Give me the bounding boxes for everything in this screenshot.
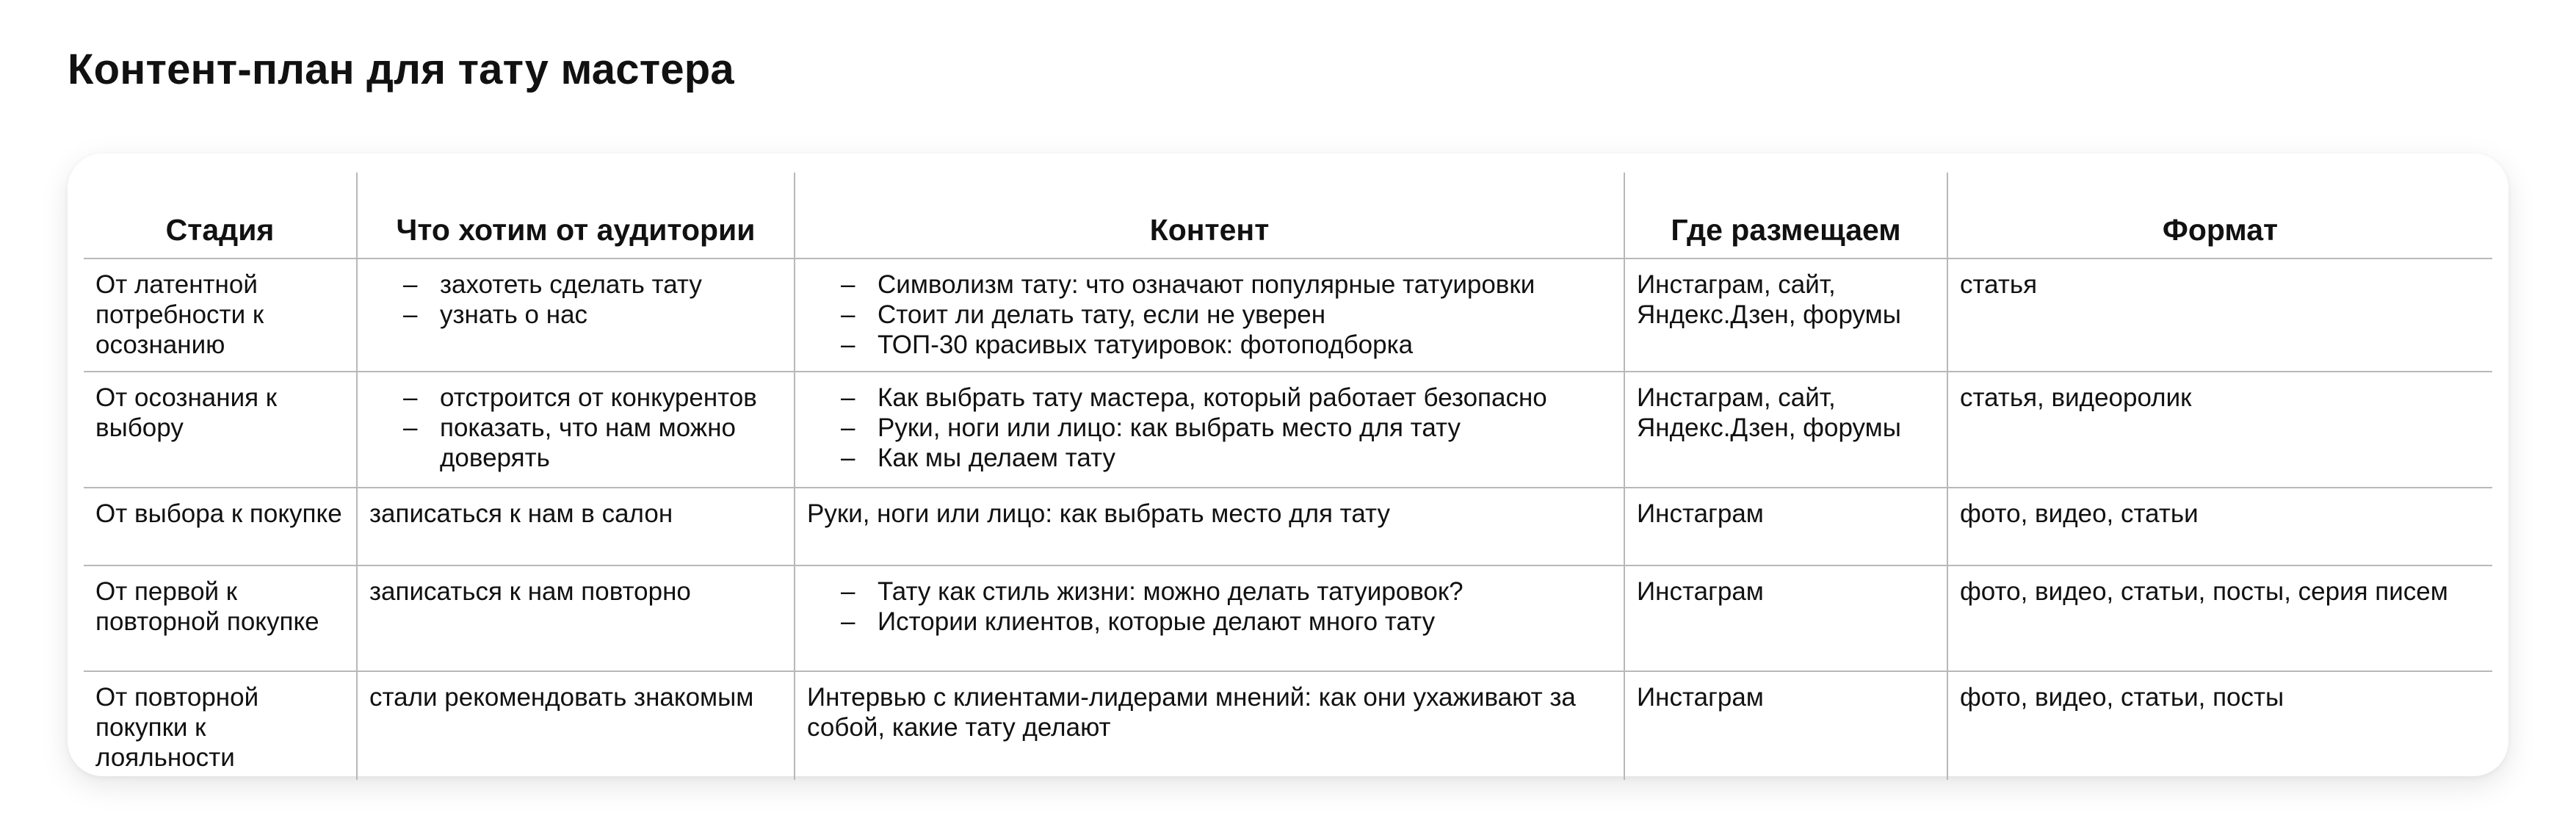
goal-list	[369, 383, 782, 473]
goal-cell: записаться к нам повторно	[357, 565, 795, 671]
stage-cell: От латентной потребности к осознанию	[84, 259, 357, 372]
stage-cell: От повторной покупки к лояльности	[84, 671, 357, 780]
content-cell	[795, 565, 1624, 671]
goal-cell	[357, 259, 795, 372]
where-cell: Инстаграм	[1624, 671, 1947, 780]
content-cell	[795, 259, 1624, 372]
goal-list	[369, 270, 782, 330]
header-format: Формат	[1947, 173, 2492, 259]
where-cell: Инстаграм, сайт, Яндекс.Дзен, форумы	[1624, 372, 1947, 488]
format-cell: статья, видеоролик	[1947, 372, 2492, 488]
goal-cell: стали рекомендовать знакомым	[357, 671, 795, 780]
stage-cell: От выбора к покупке	[84, 488, 357, 565]
list-item: – Истории клиентов, которые делают много тату	[841, 607, 1612, 637]
list-item: – Символизм тату: что означают популярные татуировки	[841, 270, 1612, 300]
content-plan-table	[84, 173, 2492, 780]
page-title: Контент-план для тату мастера	[68, 46, 734, 93]
format-cell: статья	[1947, 259, 2492, 372]
list-item: – ТОП-30 красивых татуировок: фотоподборка	[841, 330, 1612, 360]
stage-cell: От первой к повторной покупке	[84, 565, 357, 671]
where-cell: Инстаграм, сайт, Яндекс.Дзен, форумы	[1624, 259, 1947, 372]
list-item: – Стоит ли делать тату, если не уверен	[841, 300, 1612, 330]
table-row	[84, 259, 2492, 372]
list-item: – захотеть сделать тату	[403, 270, 782, 300]
list-item: – Как выбрать тату мастера, который работает безопасно	[841, 383, 1612, 413]
list-item: – узнать о нас	[403, 300, 782, 330]
content-list	[807, 576, 1612, 637]
format-cell: фото, видео, статьи	[1947, 488, 2492, 565]
content-list	[807, 270, 1612, 360]
header-where: Где размещаем	[1624, 173, 1947, 259]
format-cell: фото, видео, статьи, посты, серия писем	[1947, 565, 2492, 671]
list-item: – Руки, ноги или лицо: как выбрать место для тату	[841, 413, 1612, 443]
list-item: – показать, что нам можно доверять	[403, 413, 782, 473]
header-stage: Стадия	[165, 213, 275, 247]
header-goal: Что хотим от аудитории	[357, 173, 795, 259]
list-item: – Как мы делаем тату	[841, 443, 1612, 473]
content-cell	[795, 372, 1624, 488]
table-row	[84, 372, 2492, 488]
content-cell: Интервью с клиентами-лидерами мнений: как они ухаживают за собой, какие тату делают	[795, 671, 1624, 780]
goal-cell	[357, 372, 795, 488]
header-content: Контент	[795, 173, 1624, 259]
format-cell: фото, видео, статьи, посты	[1947, 671, 2492, 780]
content-list	[807, 383, 1612, 473]
where-cell: Инстаграм	[1624, 488, 1947, 565]
content-cell: Руки, ноги или лицо: как выбрать место для тату	[795, 488, 1624, 565]
stage-cell: От осознания к выбору	[84, 372, 357, 488]
where-cell: Инстаграм	[1624, 565, 1947, 671]
table-row	[84, 565, 2492, 671]
table-row	[84, 671, 2492, 780]
list-item: – отстроится от конкурентов	[403, 383, 782, 413]
list-item: – Тату как стиль жизни: можно делать татуировок?	[841, 576, 1612, 607]
content-plan-card	[68, 153, 2508, 776]
table-row	[84, 488, 2492, 565]
table-header-row	[84, 173, 2492, 259]
goal-cell: записаться к нам в салон	[357, 488, 795, 565]
